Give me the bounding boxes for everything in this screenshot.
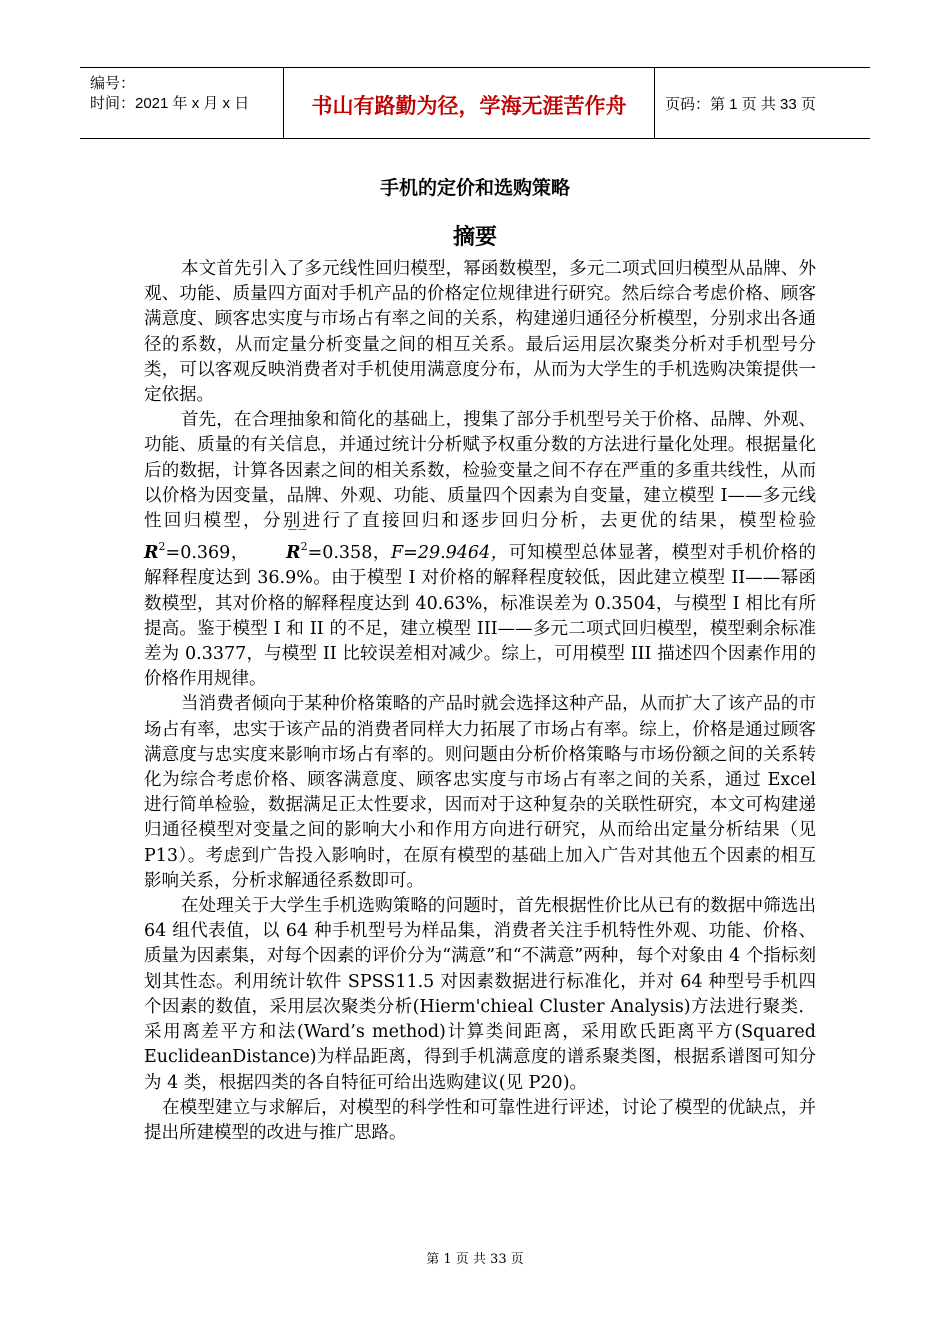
abstract-paragraph-4: 在处理关于大学生手机选购策略的问题时，首先根据性价比从已有的数据中筛选出 64 组代表值，以 64 种手机型号为样品集，消费者关注手机特性外观、功能、价格、质量为因素集，对每个因素的评价分为“满意”和“不满意”两种，每个对象由 4 个指标刻划其性态。利用统计软件 SPSS11.5 对因素数据进行标准化，并对 64 种型号手机四个因素的数值，采用层次聚类分析(Hierm'chieal Cluster Analysis)方法进行聚类．采用离差平方和法(Ward’s method)计算类间距离，采用欧氏距离平方(Squared EuclideanDistance)为样品距离，得到手机满意度的谱系聚类图，根据系谱图可知分为 4 类，根据四类的各自特征可给出选购建议(见 P20)。 — [144, 896, 816, 1093]
para2-text-b: 可知模型总体显著，模型对手机价格的解释程度达到 36.9%。由于模型 I 对价格的解释程度较低，因此建立模型 II——幂函数模型，其对价格的解释程度达到 40.63%，标准误差为 0.3504，与模型 I 相比有所提高。鉴于模型 I 和 II 的不足，建立模型 III——多元二项式回归模型，模型剩余标准差为 0.3377，与模型 II 比较误差相对减少。综上，可用模型 III 描述四个因素作用的价格作用规律。 — [144, 543, 816, 690]
motto-text: 书山有路勤为径，学海无涯苦作舟 — [311, 94, 627, 118]
abstract-heading: 摘要 — [452, 225, 497, 250]
header-pager-cell — [655, 68, 870, 138]
header-page-number: 页码：第 1 页 共 33 页 — [665, 96, 816, 113]
abstract-paragraph-3: 当消费者倾向于某种价格策略的产品时就会选择这种产品，从而扩大了该产品的市场占有率，忠实于该产品的消费者同样大力拓展了市场占有率。综上，价格是通过顾客满意度与忠实度来影响市场占有率的。则问题由分析价格策略与市场份额之间的关系转化为综合考虑价格、顾客满意度、顾客忠实度与市场占有率之间的关系，通过 Excel 进行简单检验，数据满足正太性要求，因而对于这种复杂的关联性研究，本文可构建递归通径模型对变量之间的影响大小和作用方向进行研究，从而给出定量分析结果（见 P13）。考虑到广告投入影响时，在原有模型的基础上加入广告对其他五个因素的相互影响关系，分析求解通径系数即可。 — [144, 694, 816, 891]
abstract-paragraph-1: 本文首先引入了多元线性回归模型，幂函数模型，多元二项式回归模型从品牌、外观、功能、质量四方面对手机产品的价格定位规律进行研究。然后综合考虑价格、顾客满意度、顾客忠实度与市场占有率之间的关系，构建递归通径分析模型，分别求出各通径的系数，从而定量分析变量之间的相互关系。最后运用层次聚类分析对手机型号分类，可以客观反映消费者对手机使用满意度分布，从而为大学生的手机选购决策提供一定依据。 — [144, 259, 816, 406]
header-motto-cell — [284, 68, 655, 138]
abstract-body — [144, 257, 816, 1146]
header-meta-cell — [80, 68, 284, 138]
abstract-paragraph-5: 在模型建立与求解后，对模型的科学性和可靠性进行评述，讨论了模型的优缺点，并提出所建模型的改进与推广思路。 — [144, 1097, 816, 1143]
abstract-paragraph-2 — [144, 408, 816, 692]
page-footer: 第 1 页 共 33 页 — [426, 1252, 524, 1267]
doc-date-label: 时间：2021 年 x 月 x 日 — [90, 95, 250, 112]
header-table — [80, 67, 870, 139]
para2-text-a: 首先，在合理抽象和简化的基础上，搜集了部分手机型号关于价格、品牌、外观、功能、质量的有关信息，并通过统计分析赋予权重分数的方法进行量化处理。根据量化后的数据，计算各因素之间的相关系数，检验变量之间不存在严重的多重共线性，从而以价格为因变量，品牌、外观、功能、质量四个因素为自变量，建立模型 I——多元线性回归模型，分别进行了直接回归和逐步回归分析，去更优的结果，模型检验 — [144, 410, 816, 532]
adjusted-r-squared-formula: — — $R^2=0.358$， — [249, 543, 391, 563]
document-title: 手机的定价和选购策略 — [379, 177, 570, 199]
f-statistic-formula: F=29.9464， — [391, 543, 509, 564]
r-squared-formula: $R^2=0.369$， — [144, 540, 250, 564]
doc-code-label: 编号： — [90, 75, 136, 92]
